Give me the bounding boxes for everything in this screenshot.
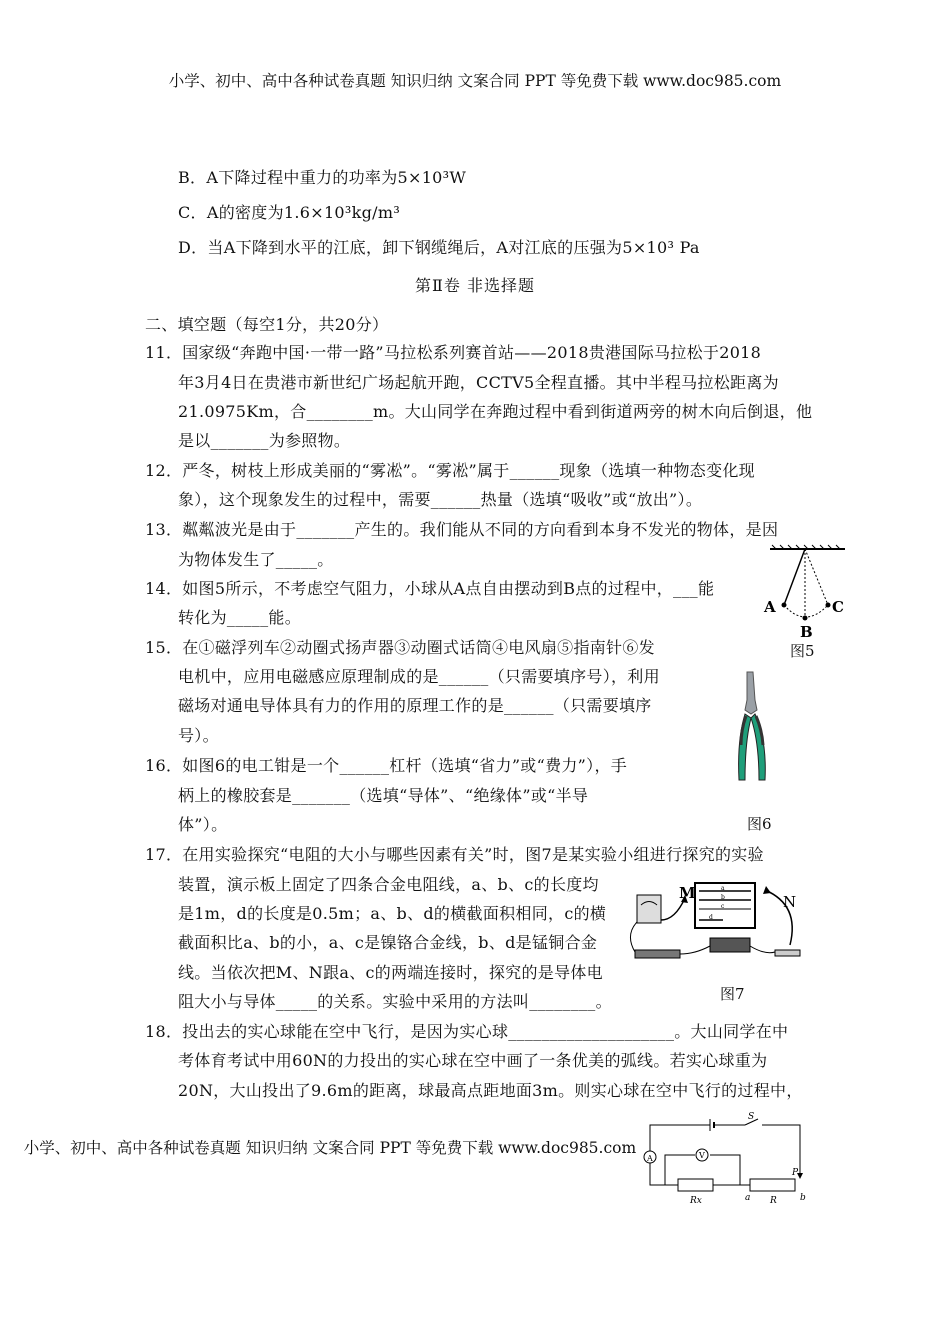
label-c: C bbox=[832, 598, 844, 616]
switch-label: S bbox=[748, 1112, 755, 1122]
text-line: 装置，演示板上固定了四条合金电阻线，a、b、c的长度均 bbox=[178, 875, 599, 894]
text-line: B．A下降过程中重力的功率为5×10³W bbox=[178, 168, 467, 187]
text-line: 21.0975Km，合________m。大山同学在奔跑过程中看到街道两旁的树木向后倒退，他 bbox=[178, 402, 813, 421]
text-line: 17．在用实验探究“电阻的大小与哪些因素有关”时，图7是某实验小组进行探究的实验 bbox=[145, 845, 764, 864]
text-line: 截面积比a、b的小，a、c是镍铬合金线，b、d是锰铜合金 bbox=[178, 933, 598, 952]
text-line: 阻大小与导体_____的关系。实验中采用的方法叫________。 bbox=[178, 992, 612, 1011]
label-n: N bbox=[783, 893, 797, 911]
text-line: D．当A下降到水平的江底，卸下钢缆绳后，A对江底的压强为5×10³ Pa bbox=[178, 238, 700, 257]
voltmeter-label: V bbox=[699, 1151, 705, 1160]
text-line: C．A的密度为1.6×10³kg/m³ bbox=[178, 203, 401, 222]
pendulum-string bbox=[784, 549, 805, 605]
label-m: M bbox=[679, 884, 696, 902]
wire-b-label: b bbox=[721, 894, 725, 901]
text-line: 13．粼粼波光是由于_______产生的。我们能从不同的方向看到本身不发光的物体，是因 bbox=[145, 520, 779, 539]
rx-label: Rx bbox=[690, 1196, 702, 1206]
text-line: 20N，大山投出了9.6m的距离，球最高点距地面3m。则实心球在空中飞行的过程中， bbox=[178, 1081, 803, 1100]
end-b-label: b bbox=[800, 1193, 806, 1203]
text-line: 16．如图6的电工钳是一个______杠杆（选填“省力”或“费力”），手 bbox=[145, 756, 628, 775]
text-line: 号）。 bbox=[178, 726, 219, 745]
text-line: 二、填空题（每空1分，共20分） bbox=[145, 315, 389, 334]
text-line: 体”）。 bbox=[178, 815, 228, 834]
text-line: 电机中，应用电磁感应原理制成的是______（只需要填序号），利用 bbox=[178, 667, 660, 686]
text-line: 考体育考试中用60N的力投出的实心球在空中画了一条优美的弧线。若实心球重为 bbox=[178, 1051, 768, 1070]
label-b: B bbox=[800, 623, 813, 641]
text-line: 线。当依次把M、N跟a、c的两端连接时，探究的是导体电 bbox=[178, 963, 603, 982]
text-line: 转化为_____能。 bbox=[178, 608, 302, 627]
text-line: 年3月4日在贵港市新世纪广场起航开跑，CCTV5全程直播。其中半程马拉松距离为 bbox=[178, 373, 779, 392]
wire-d-label: d bbox=[709, 914, 713, 921]
figure-5-pendulum bbox=[760, 545, 850, 645]
text-line: 柄上的橡胶套是_______（选填“导体”、“绝缘体”或“半导 bbox=[178, 786, 589, 805]
text-line: 18．投出去的实心球能在空中飞行，是因为实心球____________________。大山同学在中 bbox=[145, 1022, 789, 1041]
page-footer: 小学、初中、高中各种试卷真题 知识归纳 文案合同 PPT 等免费下载 www.doc985.com bbox=[23, 1139, 637, 1157]
text-line: 15．在①磁浮列车②动圈式扬声器③动圈式话筒④电风扇⑤指南针⑥发 bbox=[145, 638, 655, 657]
text-line: 是以_______为参照物。 bbox=[178, 431, 351, 450]
text-line: 12．严冬，树枝上形成美丽的“雾凇”。“雾凇”属于______现象（选填一种物态变化现 bbox=[145, 461, 755, 480]
text-line: 象），这个现象发生的过程中，需要______热量（选填“吸收”或“放出”）。 bbox=[178, 490, 703, 509]
text-line: 11．国家级“奔跑中国·一带一路”马拉松系列赛首站——2018贵港国际马拉松于2018 bbox=[145, 343, 762, 362]
slider-p-label: P bbox=[792, 1168, 799, 1178]
text-line: 14．如图5所示，不考虑空气阻力，小球从A点自由摆动到B点的过程中，___能 bbox=[145, 579, 715, 598]
circuit-diagram bbox=[640, 1112, 810, 1210]
figure-6-caption: 图6 bbox=[747, 815, 772, 833]
section-title: 第Ⅱ卷 非选择题 bbox=[415, 276, 535, 295]
figure-7-caption: 图7 bbox=[720, 985, 745, 1003]
figure-5-caption: 图5 bbox=[790, 642, 815, 660]
text-line: 磁场对通电导体具有力的作用的原理工作的是______（只需要填序 bbox=[178, 696, 652, 715]
text-line: 为物体发生了_____。 bbox=[178, 550, 334, 569]
end-a-label: a bbox=[745, 1193, 751, 1203]
figure-6-pliers bbox=[725, 670, 785, 790]
ammeter-label: A bbox=[647, 1154, 653, 1163]
rheostat-label: R bbox=[770, 1196, 777, 1206]
wire-c-label: c bbox=[721, 903, 725, 910]
figure-7-experiment bbox=[625, 880, 815, 970]
wire-a-label: a bbox=[721, 885, 725, 892]
text-line: 是1m，d的长度是0.5m；a、b、d的横截面积相同，c的横 bbox=[178, 904, 607, 923]
page-header: 小学、初中、高中各种试卷真题 知识归纳 文案合同 PPT 等免费下载 www.doc985.com bbox=[168, 72, 782, 90]
label-a: A bbox=[764, 598, 776, 616]
